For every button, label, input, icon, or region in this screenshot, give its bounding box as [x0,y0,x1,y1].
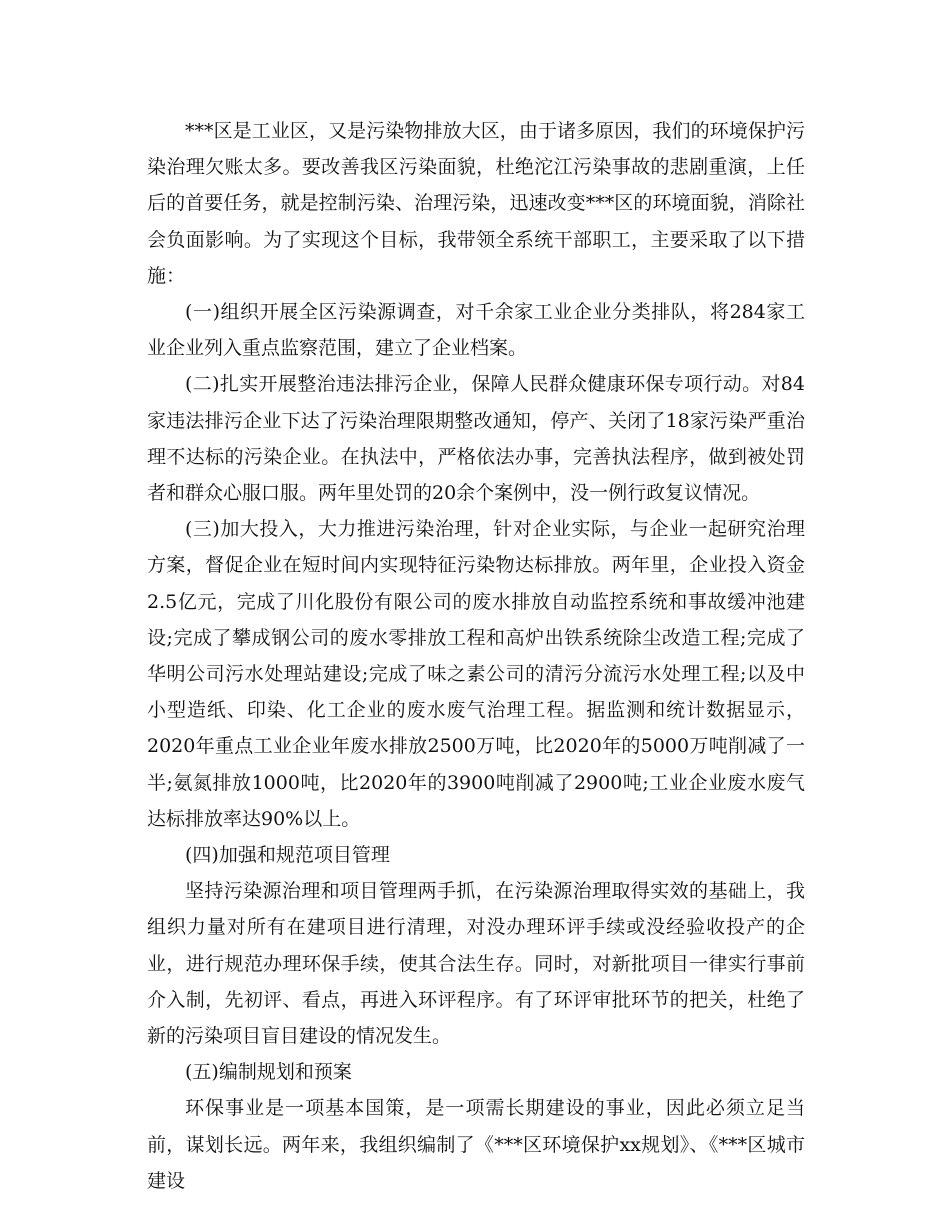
intro-paragraph: ***区是工业区，又是污染物排放大区，由于诸多原因，我们的环境保护污染治理欠账太多。要改善我区污染面貌，杜绝沱江污染事故的悲剧重演，上任后的首要任务，就是控制污染、治理污染，迅速改变***区的环境面貌，消除社会负面影响。为了实现这个目标，我带领全系统干部职工，主要采取了以下措施： [147,120,805,287]
measure-4-heading: (四)加强和规范项目管理 [185,844,390,867]
measure-5-paragraph: 环保事业是一项基本国策，是一项需长期建设的事业，因此必须立足当前，谋划长远。两年来，我组织编制了《***区环境保护xx规划》、《***区城市建设 [147,1097,805,1192]
measure-4-paragraph: 坚持污染源治理和项目管理两手抓，在污染源治理取得实效的基础上，我组织力量对所有在建项目进行清理，对没办理环评手续或没经验收投产的企业，进行规范办理环保手续，使其合法生存。同时，对新批项目一律实行事前介入制，先初评、看点，再进入环评程序。有了环评审批环节的把关，杜绝了新的污染项目盲目建设的情况发生。 [147,880,805,1048]
document-body [147,113,805,1199]
measure-5-heading: (五)编制规划和预案 [185,1061,352,1084]
measure-1-paragraph: (一)组织开展全区污染源调查，对千余家工业企业分类排队，将284家工业企业列入重点监察范围，建立了企业档案。 [147,301,805,360]
measure-2-paragraph: (二)扎实开展整治违法排污企业，保障人民群众健康环保专项行动。对84家违法排污企业下达了污染治理限期整改通知，停产、关闭了18家污染严重治理不达标的污染企业。在执法中，严格依法办事，完善执法程序，做到被处罚者和群众心服口服。两年里处罚的20余个案例中，没一例行政复议情况。 [147,373,805,505]
measure-3-paragraph: (三)加大投入，大力推进污染治理，针对企业实际，与企业一起研究治理方案，督促企业在短时间内实现特征污染物达标排放。两年里，企业投入资金2.5亿元，完成了川化股份有限公司的废水排放自动监控系统和事故缓冲池建设;完成了攀成钢公司的废水零排放工程和高炉出铁系统除尘改造工程;完成了华明公司污水处理站建设;完成了味之素公司的清污分流污水处理工程;以及中小型造纸、印染、化工企业的废水废气治理工程。据监测和统计数据显示，2020年重点工业企业年废水排放2500万吨，比2020年的5000万吨削减了一半;氨氮排放1000吨，比2020年的3900吨削减了2900吨;工业企业废水废气达标排放率达90%以上。 [147,518,805,830]
